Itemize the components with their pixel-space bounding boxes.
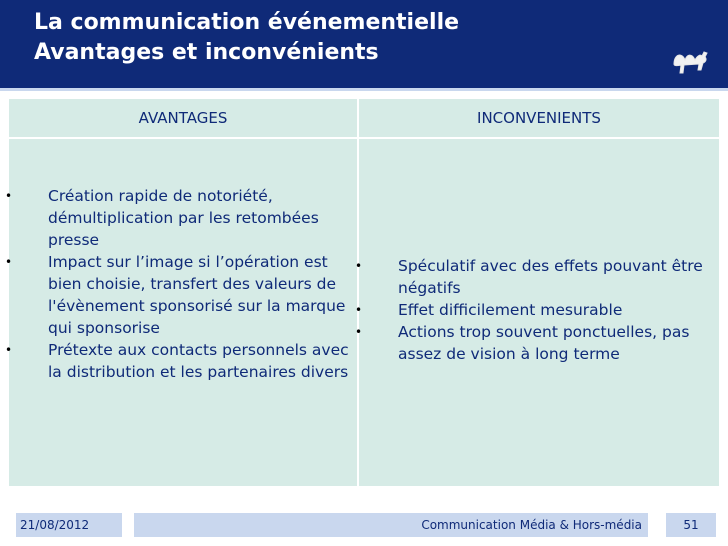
list-item: • Impact sur l’image si l’opération est bien choisie, transfert des valeurs de l'évènement sponsorisé sur la marque qui sponsorise: [15, 251, 355, 339]
footer-subtitle: Communication Média & Hors-média: [421, 518, 642, 532]
list-item: • Prétexte aux contacts personnels avec la distribution et les partenaires divers: [15, 339, 355, 383]
header-avantages: AVANTAGES: [9, 99, 357, 137]
slide-header: [0, 0, 728, 88]
page-number: 51: [666, 513, 716, 537]
comparison-table: [8, 98, 720, 487]
footer-bar: [134, 513, 648, 537]
camel-icon: [670, 44, 710, 80]
list-item: • Création rapide de notoriété, démultiplication par les retombées presse: [15, 185, 355, 251]
header-divider: [0, 88, 728, 91]
title-line-1: La communication événementielle: [34, 10, 460, 35]
avantages-list: [15, 185, 355, 383]
list-item: • Spéculatif avec des effets pouvant être négatifs: [365, 255, 715, 299]
title-line-2: Avantages et inconvénients: [34, 40, 379, 65]
list-item: • Effet difficilement mesurable: [365, 299, 715, 321]
slide-title: [34, 8, 459, 68]
inconvenients-list: [365, 255, 715, 365]
footer-date: 21/08/2012: [16, 513, 122, 537]
list-item: • Actions trop souvent ponctuelles, pas assez de vision à long terme: [365, 321, 715, 365]
header-inconvenients: INCONVENIENTS: [359, 99, 719, 137]
